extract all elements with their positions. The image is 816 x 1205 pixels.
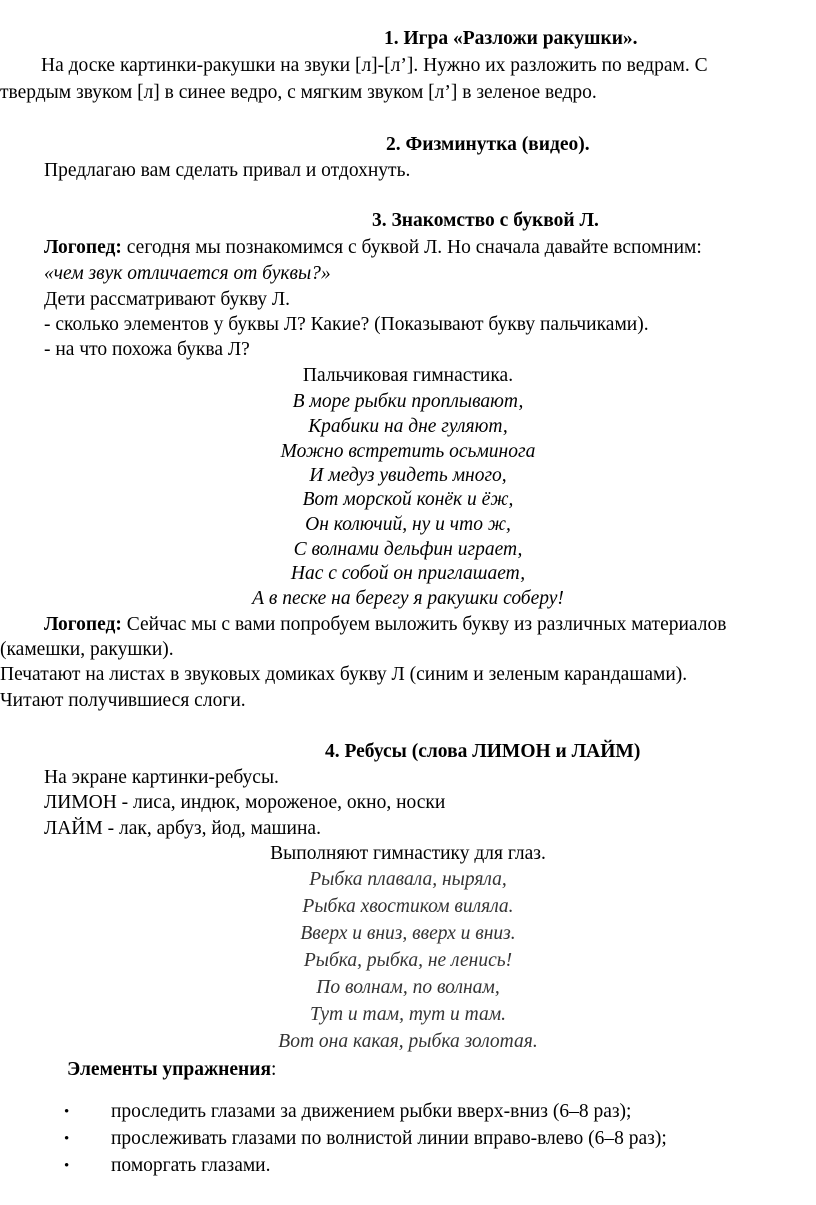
section-1-text-line-1: На доске картинки-ракушки на звуки [л]-[л’]. Нужно их разложить по ведрам. С	[41, 55, 708, 76]
eye-poem-line: Вот она какая, рыбка золотая.	[278, 1031, 538, 1052]
section-3-text-line-5: - на что похожа буква Л?	[44, 339, 250, 360]
section-3-speaker-text: Сейчас мы с вами попробуем выложить букву из различных материалов	[121, 614, 727, 635]
section-3-intro-text: сегодня мы познакомимся с буквой Л. Но сначала давайте вспомним:	[121, 237, 702, 258]
finger-poem-line: Крабики на дне гуляют,	[308, 416, 508, 437]
section-3-speaker-line	[44, 614, 726, 635]
eye-poem-line: Рыбка плавала, ныряла,	[309, 869, 507, 890]
eye-gymnastics-title: Выполняют гимнастику для глаз.	[270, 843, 546, 864]
eye-poem-line: Рыбка, рыбка, не ленись!	[303, 950, 513, 971]
exercise-item: поморгать глазами.	[111, 1155, 271, 1176]
exercise-elements-label: Элементы упражнения	[67, 1059, 272, 1080]
section-3-text-line-8: Печатают на листах в звуковых домиках букву Л (синим и зеленым карандашами).	[0, 664, 688, 685]
section-3-question: «чем звук отличается от буквы?»	[44, 263, 331, 284]
section-3-text-line-3: Дети рассматривают букву Л.	[44, 289, 291, 310]
eye-poem-line: По волнам, по волнам,	[316, 977, 500, 998]
exercise-elements-colon: :	[271, 1059, 277, 1080]
eye-poem-line: Вверх и вниз, вверх и вниз.	[300, 923, 516, 944]
section-4-text-line-3: ЛАЙМ - лак, арбуз, йод, машина.	[44, 818, 321, 839]
finger-poem-line: Можно встретить осьминога	[280, 441, 536, 462]
section-3-text-line-7: (камешки, ракушки).	[0, 639, 174, 660]
speaker-label: Логопед:	[44, 237, 122, 258]
bullet-icon: •	[64, 1104, 70, 1120]
eye-poem-line: Тут и там, тут и там.	[309, 1004, 507, 1025]
eye-poem-line: Рыбка хвостиком виляла.	[302, 896, 514, 917]
bullet-icon: •	[64, 1131, 70, 1147]
exercise-elements-title	[67, 1059, 276, 1080]
finger-poem-line: И медуз увидеть много,	[309, 465, 507, 486]
finger-poem-line: А в песке на берегу я ракушки соберу!	[252, 588, 564, 609]
finger-poem-line: Он колючий, ну и что ж,	[305, 514, 511, 535]
section-3-heading: 3. Знакомство с буквой Л.	[372, 210, 599, 231]
section-4-text-line-2: ЛИМОН - лиса, индюк, мороженое, окно, носки	[44, 792, 446, 813]
speaker-label: Логопед:	[44, 614, 122, 635]
section-2-text-line-1: Предлагаю вам сделать привал и отдохнуть.	[44, 160, 411, 181]
section-1-text-line-2: твердым звуком [л] в синее ведро, с мягким звуком [л’] в зеленое ведро.	[0, 82, 597, 103]
finger-poem-line: Нас с собой он приглашает,	[290, 563, 526, 584]
section-3-text-line-9: Читают получившиеся слоги.	[0, 690, 246, 711]
section-2-heading: 2. Физминутка (видео).	[386, 134, 590, 155]
finger-gymnastics-title: Пальчиковая гимнастика.	[302, 365, 514, 386]
section-4-text-line-1: На экране картинки-ребусы.	[44, 767, 279, 788]
finger-poem-line: Вот морской конёк и ёж,	[302, 489, 514, 510]
finger-poem-line: С волнами дельфин играет,	[293, 539, 523, 560]
section-1-heading: 1. Игра «Разложи ракушки».	[384, 28, 638, 49]
exercise-item: прослеживать глазами по волнистой линии вправо-влево (6–8 раз);	[111, 1128, 667, 1149]
finger-poem-line: В море рыбки проплывают,	[292, 391, 524, 412]
section-3-text-line-4: - сколько элементов у буквы Л? Какие? (Показывают букву пальчиками).	[44, 314, 649, 335]
section-4-heading: 4. Ребусы (слова ЛИМОН и ЛАЙМ)	[325, 741, 641, 762]
bullet-icon: •	[64, 1158, 70, 1174]
section-3-intro-line	[44, 237, 702, 258]
exercise-item: проследить глазами за движением рыбки вверх-вниз (6–8 раз);	[111, 1101, 632, 1122]
